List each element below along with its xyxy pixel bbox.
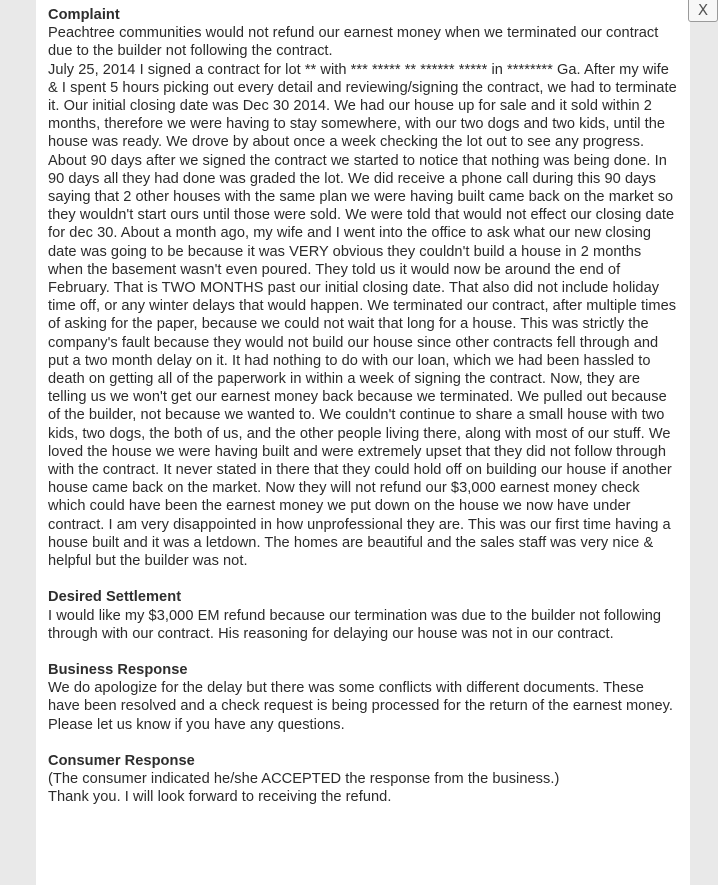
close-button[interactable]: X (688, 0, 718, 22)
consumer-response-section (48, 752, 678, 807)
complaint-body: July 25, 2014 I signed a contract for lot ** with *** ***** ** ****** ***** in ******** Ga. After my wife & I spent 5 hours picking out every detail and reviewing/signing the contract, we had to terminate it. Our initial closing date was Dec 30 2014. We had our house up for sale and it sold within 2 months, therefore we were having to stay somewhere, with our two dogs and two kids, until the house was ready. We drove by about once a week checking the lot out to see any progress. About 90 days after we signed the contract we started to notice that nothing was being done. In 90 days all they had done was graded the lot. We did receive a phone call during this 90 days saying that 2 other houses with the same plan we were having built came back on the market so they wouldn't start ours until those were sold. We were told that would not effect our closing date for dec 30. About a month ago, my wife and I went into the office to ask what our new closing date was going to be because it was VERY obvious they couldn't build a house in 2 months when the basement wasn't even poured. They told us it would now be around the end of February. That is TWO MONTHS past our initial closing date. That also did not include holiday time off, or any winter delays that would happen. We terminated our contract, after multiple times of asking for the paper, because we could not wait that long for a house. This was strictly the company's fault because they would not build our house since other contracts fell through and put a two month delay on it. It had nothing to do with our loan, which we had been hassled to death on getting all of the paperwork in within a week of signing the contract. Now, they are telling us we won't get our earnest money back because we terminated. We pulled out because of the builder, not because we wanted to. We couldn't continue to share a small house with two kids, two dogs, the both of us, and the other people living there, along with most of our stuff. We loved the house we were having built and were extremely upset that they did not follow through with the contract. It never stated in there that they could hold off on building our house if another house came back on the market. Now they will not refund our $3,000 earnest money check which could have been the earnest money we put down on the house we now have under contract. I am very disappointed in how unprofessional they are. This was our first time having a house built and it was a letdown. The homes are beautiful and the sales staff was very nice & helpful but the builder was not. (48, 61, 677, 570)
complaint-heading: Complaint (48, 7, 120, 23)
consumer-response-status: (The consumer indicated he/she ACCEPTED the response from the business.) (48, 770, 560, 787)
desired-settlement-heading: Desired Settlement (48, 589, 182, 606)
consumer-response-message: Thank you. I will look forward to receiving the refund. (48, 789, 392, 806)
complaint-summary: Peachtree communities would not refund our earnest money when we terminated our contract due to the builder not following the contract. (48, 25, 659, 60)
consumer-response-heading: Consumer Response (48, 752, 195, 769)
business-response-section (48, 661, 678, 734)
business-response-heading: Business Response (48, 661, 188, 678)
complaint-panel (36, 0, 709, 885)
desired-settlement-body: I would like my $3,000 EM refund because our termination was due to the builder not following through with our contract. His reasoning for delaying our house was not in our contract. (48, 607, 662, 642)
complaint-section (48, 6, 678, 570)
business-response-body: We do apologize for the delay but there was some conflicts with different documents. These have been resolved and a check request is being processed for the return of the earnest money. Please let us know if you have any questions. (48, 680, 674, 733)
complaint-content (48, 6, 678, 824)
desired-settlement-section (48, 588, 678, 643)
